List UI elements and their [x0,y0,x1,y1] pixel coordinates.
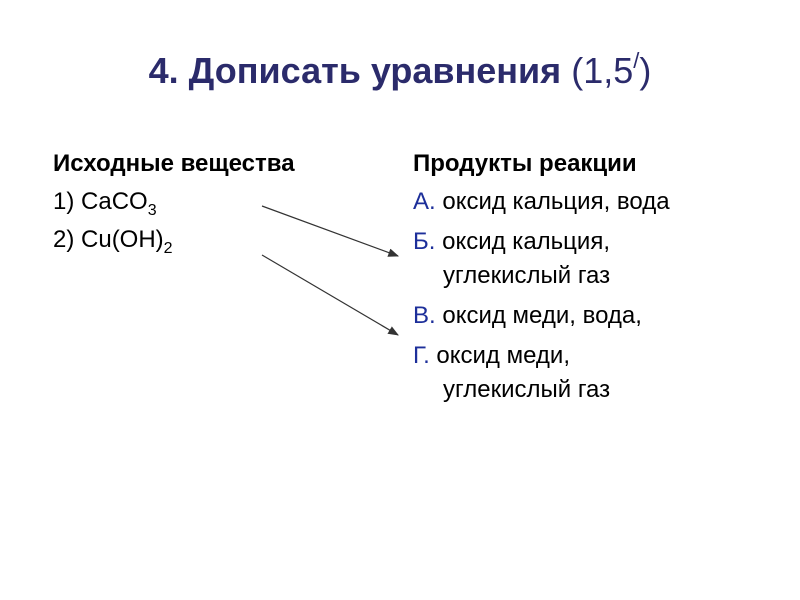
product-item-b [413,230,793,288]
title-paren-open: (1,5 [571,50,634,91]
reactant-item-2 [53,226,383,257]
product-text: оксид меди, вода, [435,302,642,329]
reactant-item-1 [53,188,383,219]
product-letter: В. [413,302,436,329]
product-item-g [413,344,793,402]
product-letter: Б. [413,228,436,255]
product-text: оксид кальция, вода [435,188,670,215]
title-paren-close: ) [639,50,652,91]
product-text: оксид меди, [429,342,570,369]
products-heading: Продукты реакции [413,150,637,177]
title-main: 4. Дописать уравнения [148,50,562,91]
product-text-continuation: углекислый газ [443,376,611,403]
product-letter: Г. [413,342,430,369]
title-minute-mark: / [633,48,640,73]
product-item-a [413,190,793,214]
title-duration [571,50,651,91]
slide-title [0,50,800,92]
reactants-heading: Исходные вещества [53,150,295,177]
product-letter: А. [413,188,436,215]
arrow-2-to-v [262,255,398,335]
products-column [413,152,793,418]
product-text: оксид кальция, [435,228,610,255]
reactant-formula: 2) Cu(OH) [53,226,164,253]
product-item-v [413,304,793,328]
product-text-continuation: углекислый газ [443,262,611,289]
reactants-column [53,152,383,266]
formula-subscript: 3 [147,202,157,219]
reactant-formula: 1) CaCO [53,188,148,215]
formula-subscript: 2 [163,240,173,257]
